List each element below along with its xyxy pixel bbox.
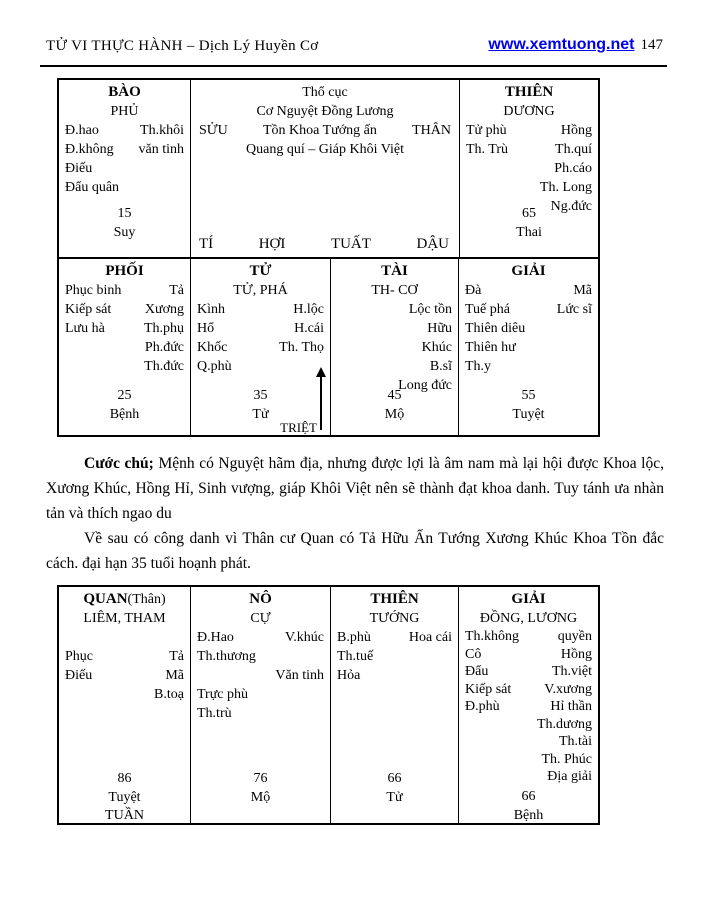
star-name-left: Th.y	[465, 359, 492, 374]
stage-thien-2: Tử	[386, 790, 403, 805]
star-name-right: Th. Long	[539, 180, 592, 195]
cell-title-quan	[65, 590, 184, 609]
star-name-right: H.lộc	[293, 302, 324, 317]
star-row	[65, 647, 184, 666]
star-row	[197, 338, 324, 357]
star-row	[65, 159, 184, 178]
cell-subtitle-thien-2: TƯỚNG	[369, 611, 420, 626]
star-name-right: Tả	[169, 283, 184, 298]
star-name-right: Th. Phúc	[541, 751, 592, 767]
stage-phoi: Bệnh	[109, 407, 140, 422]
star-name-left: Cô	[465, 646, 482, 662]
star-name-left: Thiên diêu	[465, 321, 526, 336]
star-row	[465, 357, 592, 376]
star-name-right: Hồng	[560, 646, 592, 662]
star-row	[465, 646, 592, 664]
star-rows-bao	[65, 121, 184, 197]
branch-label-tuat: TUẤT	[330, 236, 371, 252]
cell-title-no: NÔ	[249, 591, 272, 607]
star-rows-thien	[466, 121, 592, 216]
stage-tu: Tử	[252, 407, 269, 422]
branch-label-suu: SỬU	[199, 123, 228, 138]
star-name-right: V.xương	[544, 681, 592, 697]
tuan-label: TUẦN	[105, 808, 144, 823]
star-name-right: Hữu	[427, 321, 452, 336]
star-row	[465, 338, 592, 357]
star-name-right: Hoa cái	[408, 630, 452, 645]
star-name-left: Th. Trù	[466, 142, 509, 157]
cell-subtitle-tai: TH- CƠ	[371, 283, 418, 298]
star-name-left: Đ.hao	[65, 123, 99, 138]
star-name-left: Đẩu quân	[65, 180, 120, 195]
star-row	[465, 628, 592, 646]
branch-bottom-row	[191, 235, 459, 254]
chart-cell-giai	[458, 259, 598, 435]
star-name-right: văn tinh	[138, 142, 184, 157]
stage-giai-2: Bệnh	[513, 807, 544, 823]
star-row	[465, 751, 592, 769]
star-row	[465, 319, 592, 338]
star-name-left: Phục binh	[65, 283, 122, 298]
star-name-left: Th.thương	[197, 649, 256, 664]
star-name-right: Th.khôi	[140, 123, 184, 138]
star-row	[337, 338, 452, 357]
star-name-right: Th.phụ	[143, 321, 184, 336]
star-name-right: Th.dương	[536, 716, 592, 732]
star-row	[465, 281, 592, 300]
star-row	[65, 281, 184, 300]
star-name-left: Hổ	[197, 321, 215, 336]
cell-subtitle-no: CỰ	[250, 611, 271, 626]
age-number-giai: 55	[521, 388, 536, 403]
star-row	[465, 663, 592, 681]
star-rows-tai	[337, 300, 452, 395]
star-rows-thien-2	[337, 628, 452, 685]
star-row	[197, 319, 324, 338]
star-rows-giai	[465, 281, 592, 376]
chart-cell-bao	[59, 80, 190, 257]
chart-cell-center	[190, 80, 459, 257]
footnote-label: Cước chú;	[84, 455, 154, 472]
chart-cell-no	[190, 587, 330, 823]
star-row	[337, 319, 452, 338]
star-name-right: Hỉ thần	[550, 699, 592, 714]
star-name-right: Th.việt	[551, 664, 592, 679]
star-rows-tu	[197, 300, 324, 376]
star-name-left: Trực phù	[197, 687, 249, 702]
star-name-left: Khốc	[197, 340, 228, 355]
star-row	[65, 338, 184, 357]
star-name-right: Hồng	[560, 123, 592, 138]
age-number-giai-2: 66	[521, 788, 536, 804]
star-rows-giai-2	[465, 628, 592, 786]
star-name-left: Th.tuế	[337, 649, 374, 664]
chart-cell-tai	[330, 259, 458, 435]
star-name-right: Th.quí	[555, 142, 592, 157]
star-name-right: Ng.đức	[550, 199, 592, 214]
star-name-left: Điếu	[65, 668, 93, 683]
chart-cell-thien	[459, 80, 598, 257]
center-line-group: Cơ Nguyệt Đồng Lương	[256, 104, 394, 119]
star-row	[197, 666, 324, 685]
cell-title-thien: THIÊN	[504, 84, 554, 100]
star-row	[197, 628, 324, 647]
star-name-right: V.khúc	[284, 630, 324, 645]
cell-title-quan-main: QUAN	[83, 591, 128, 607]
branch-label-ti: TÍ	[199, 236, 214, 252]
star-name-right: Th. Thọ	[279, 340, 324, 355]
star-row	[65, 140, 184, 159]
footnote-text-1: Mệnh có Nguyệt hãm địa, nhưng được lợi là âm nam mà lại hội được Khoa lộc, Xương Khúc, Hồng Hỉ, Sinh vượng, giáp Khôi Việt nên sẽ thành đạt khoa danh. Tuy tánh ưa nhàn tản và thích ngao du	[46, 455, 664, 522]
star-name-right: H.cái	[294, 321, 324, 336]
star-row	[337, 647, 452, 666]
star-name-left: Điếu	[65, 161, 93, 176]
cell-subtitle-bao: PHỦ	[110, 104, 139, 119]
stage-bao: Suy	[113, 225, 136, 240]
branch-label-dau: DẬU	[416, 236, 449, 252]
horoscope-chart-top	[57, 78, 600, 437]
age-number-tai: 45	[387, 388, 402, 403]
star-row	[466, 121, 592, 140]
star-name-left: Tuế phá	[465, 302, 510, 317]
horoscope-chart-bottom	[57, 585, 600, 825]
star-name-left: Th.không	[465, 629, 520, 644]
cell-title-giai-2: GIẢI	[511, 591, 546, 607]
star-name-left: B.phù	[337, 630, 371, 645]
branch-label-hoi: HỢI	[258, 236, 286, 252]
chart-cell-thien-2	[330, 587, 458, 823]
age-number-thien: 65	[522, 206, 536, 221]
star-row	[65, 685, 184, 704]
star-row	[65, 628, 184, 647]
cell-subtitle-giai-2: ĐỒNG, LƯƠNG	[479, 611, 578, 626]
star-row	[197, 357, 324, 376]
star-row	[337, 666, 452, 685]
star-row	[465, 698, 592, 716]
website-link[interactable]: www.xemtuong.net	[488, 36, 635, 53]
cell-subtitle-thien: DƯƠNG	[503, 104, 555, 119]
cell-title-tu: TỬ	[249, 263, 272, 279]
stage-thien: Thai	[516, 225, 542, 240]
cell-title-tai: TÀI	[381, 263, 408, 279]
age-number-bao: 15	[117, 206, 132, 221]
star-row	[65, 319, 184, 338]
star-name-left: Phục	[65, 649, 93, 664]
star-name-left: Lưu hà	[65, 321, 105, 336]
header-rule	[40, 65, 667, 67]
age-number-thien-2: 66	[387, 771, 402, 786]
star-name-right: Ph.đức	[144, 340, 184, 355]
footnote-block	[46, 451, 664, 576]
star-row	[465, 733, 592, 751]
star-row	[465, 300, 592, 319]
star-name-left: Kiếp sát	[465, 681, 512, 697]
center-line-quang: Quang quí – Giáp Khôi Việt	[246, 142, 404, 157]
chart-bottom-row	[59, 587, 598, 823]
cell-title-phoi: PHỐI	[105, 263, 144, 279]
star-row	[337, 300, 452, 319]
star-name-right: Th.đức	[144, 359, 184, 374]
star-name-right: Th.tài	[558, 734, 592, 749]
star-row	[65, 357, 184, 376]
star-name-left: Th.trù	[197, 706, 232, 721]
cell-title-giai: GIẢI	[511, 263, 546, 279]
cell-subtitle-tu: TỬ, PHÁ	[233, 283, 288, 298]
star-name-right: Ph.cáo	[554, 161, 592, 176]
stage-no: Mộ	[250, 790, 271, 805]
stage-tai: Mộ	[384, 407, 405, 422]
center-line-stars: Tồn Khoa Tướng ấn	[262, 123, 377, 138]
star-row	[197, 685, 324, 704]
star-row	[337, 357, 452, 376]
star-name-right: B.toạ	[154, 687, 184, 702]
age-number-quan: 86	[117, 771, 132, 786]
age-number-tu: 35	[253, 388, 268, 403]
star-name-left: Thiên hư	[465, 340, 516, 355]
star-row	[466, 140, 592, 159]
star-name-right: B.sĩ	[429, 359, 452, 374]
star-row	[65, 666, 184, 685]
star-name-right: Địa giải	[547, 769, 592, 784]
star-row	[65, 178, 184, 197]
star-name-left: Đ.Hao	[197, 630, 234, 645]
star-row	[337, 628, 452, 647]
star-name-left: Q.phù	[197, 359, 232, 374]
star-row	[465, 768, 592, 786]
star-name-left: Đ.phù	[465, 699, 500, 714]
star-name-left: Đ.không	[65, 142, 114, 157]
star-name-left: Hỏa	[337, 668, 361, 683]
star-name-right: Long đức	[398, 378, 452, 393]
star-rows-no	[197, 628, 324, 723]
star-name-left: Kiếp sát	[65, 302, 112, 317]
cell-title-thien-2: THIÊN	[370, 591, 419, 607]
page-header-right	[488, 36, 663, 54]
branch-label-than: THÂN	[412, 123, 451, 138]
chart-cell-tu	[190, 259, 330, 435]
star-row	[465, 681, 592, 699]
center-line-cuc: Thổ cục	[302, 85, 348, 100]
star-row	[197, 704, 324, 723]
center-line-branches	[197, 121, 453, 140]
page-number: 147	[640, 37, 663, 53]
page-header-title: TỬ VI THỰC HÀNH – Dịch Lý Huyền Cơ	[46, 38, 319, 54]
star-name-right: Văn tinh	[275, 668, 324, 683]
star-row	[466, 159, 592, 178]
star-name-left: Đẩu	[465, 664, 489, 679]
star-row	[65, 121, 184, 140]
cell-title-bao: BÀO	[108, 84, 141, 100]
star-row	[466, 178, 592, 197]
star-name-right: Xương	[144, 302, 184, 317]
star-name-right: Mã	[573, 283, 592, 298]
star-row	[197, 647, 324, 666]
chart-top-row-1	[59, 80, 598, 259]
chart-top-row-2	[59, 259, 598, 435]
chart-cell-giai-2	[458, 587, 598, 823]
star-name-right: Mã	[165, 668, 184, 683]
star-name-right: Lức sĩ	[556, 302, 592, 317]
triet-up-arrow-icon	[320, 376, 322, 430]
star-rows-phoi	[65, 281, 184, 376]
star-name-right: quyền	[557, 629, 592, 644]
cell-subtitle-quan: LIÊM, THAM	[83, 611, 166, 626]
star-row	[197, 300, 324, 319]
star-name-right: Khúc	[421, 340, 452, 355]
footnote-paragraph-1	[46, 451, 664, 526]
age-number-no: 76	[253, 771, 268, 786]
star-name-right: Lộc tồn	[408, 302, 452, 317]
star-name-left: Tử phù	[466, 123, 507, 138]
star-rows-quan	[65, 628, 184, 704]
star-name-left: Kình	[197, 302, 225, 317]
chart-cell-quan	[59, 587, 190, 823]
chart-cell-phoi	[59, 259, 190, 435]
star-row	[465, 716, 592, 734]
star-name-left: Đà	[465, 283, 482, 298]
star-name-right: Tả	[169, 649, 184, 664]
stage-quan: Tuyệt	[108, 790, 141, 805]
cell-title-quan-suffix: (Thân)	[127, 592, 166, 607]
star-row	[65, 300, 184, 319]
stage-giai: Tuyệt	[512, 407, 545, 422]
footnote-paragraph-2: Về sau có công danh vì Thân cư Quan có Tả Hữu Ấn Tướng Xương Khúc Khoa Tồn đắc cách. đại hạn 35 tuổi hoạnh phát.	[46, 530, 664, 572]
triet-label: TRIỆT	[280, 420, 317, 435]
age-number-phoi: 25	[117, 388, 132, 403]
